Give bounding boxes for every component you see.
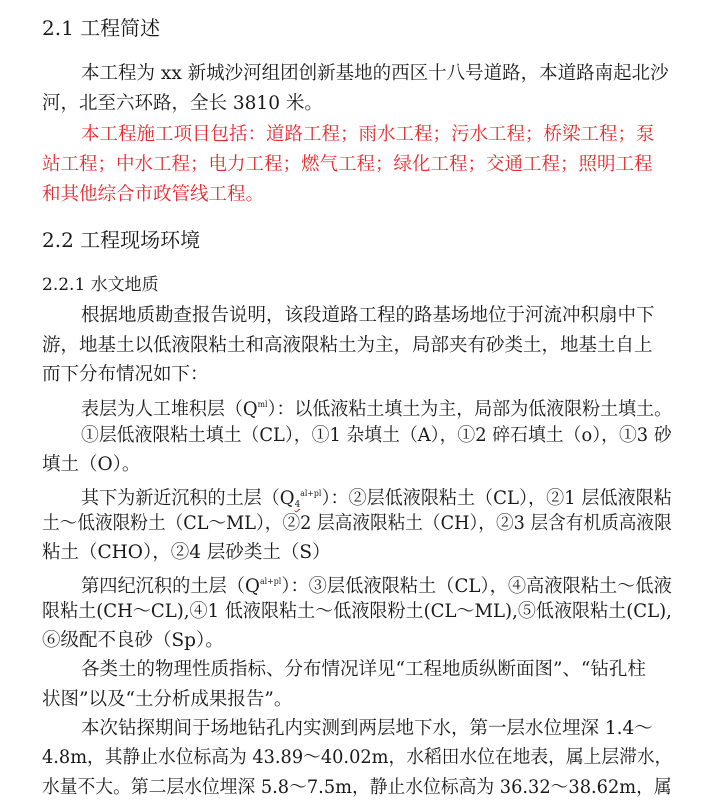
layer1-text: ）：以低液粘土填土为主，局部为低液限粉土填土。 xyxy=(267,399,673,420)
paragraph-line: 本次钻探期间于场地钻孔内实测到两层地下水，第一层水位埋深 1.4～ xyxy=(81,718,653,739)
sub-heading-2-2-1: 2.2.1 水文地质 xyxy=(42,275,159,295)
paragraph-line: 填土（O）。 xyxy=(42,454,141,475)
geology-superscript: al+pl xyxy=(300,489,322,498)
paragraph-line: 而下分布情况如下： xyxy=(42,364,209,385)
red-paragraph-line: 站工程；中水工程；电力工程；燃气工程；绿化工程；交通工程；照明工程 xyxy=(42,154,653,175)
paragraph-line: 状图”以及“土分析成果报告”。 xyxy=(42,689,293,710)
layer2-text: ）：②层低液限粘土（CL），②1 层低液限粘 xyxy=(321,488,672,509)
paragraph-line: 4.8m，其静止水位标高为 43.89～40.02m，水稻田水位在地表，属上层滞水， xyxy=(42,747,673,768)
geology-superscript: al+pl xyxy=(259,577,282,586)
section-heading-2-2: 2.2 工程现场环境 xyxy=(42,228,201,252)
layer3-text: 第四纪沉积的土层（Q xyxy=(81,576,260,597)
paragraph-line: 粘土（CHO），②4 层砂类土（S） xyxy=(42,542,331,563)
layer1-text: 表层为人工堆积层（Q xyxy=(81,399,258,420)
paragraph-line: ①层低液限粘土填土（CL），①1 杂填土（A），①2 碎石填土（o），①3 砂 xyxy=(81,425,672,446)
paragraph-line: 限粘土(CH～CL),④1 低液限粘土～低液限粉土(CL～ML),⑤低液限粘土(CL), xyxy=(42,601,672,622)
paragraph-line: 根据地质勘查报告说明，该段道路工程的路基场地位于河流冲积扇中下 xyxy=(81,305,655,326)
section-heading-2-1: 2.1 工程简述 xyxy=(42,16,161,40)
paragraph-line: 河，北至六环路，全长 3810 米。 xyxy=(42,93,323,114)
paragraph-line: 土～低液限粉土（CL～ML），②2 层高液限粘土（CH），②3 层含有机质高液限 xyxy=(42,513,672,534)
geology-subscript: 4 xyxy=(294,500,301,510)
layer3-text: ）：③层低液限粘土（CL），④高液限粘土～低液 xyxy=(281,576,672,597)
layer1-line xyxy=(81,392,672,423)
paragraph-line: 各类土的物理性质指标、分布情况详见“工程地质纵断面图”、“钻孔柱 xyxy=(81,659,646,680)
paragraph-line: ⑥级配不良砂（Sp）。 xyxy=(42,630,224,651)
paragraph-line: 水量不大。第二层水位埋深 5.8～7.5m，静止水位标高为 36.32～38.62m，属 xyxy=(42,777,672,798)
paragraph-line: 游，地基土以低液限粘土和高液限粘土为主，局部夹有砂类土，地基土自上 xyxy=(42,335,653,356)
layer2-text: 其下为新近沉积的土层（Q xyxy=(81,488,295,509)
paragraph-line: 本工程为 xx 新城沙河组团创新基地的西区十八号道路，本道路南起北沙 xyxy=(81,63,669,84)
red-paragraph-line: 本工程施工项目包括：道路工程；雨水工程；污水工程；桥梁工程；泵 xyxy=(81,124,655,145)
red-paragraph-line: 和其他综合市政管线工程。 xyxy=(42,184,265,205)
geology-superscript: ml xyxy=(257,400,268,409)
layer3-line xyxy=(81,569,672,600)
